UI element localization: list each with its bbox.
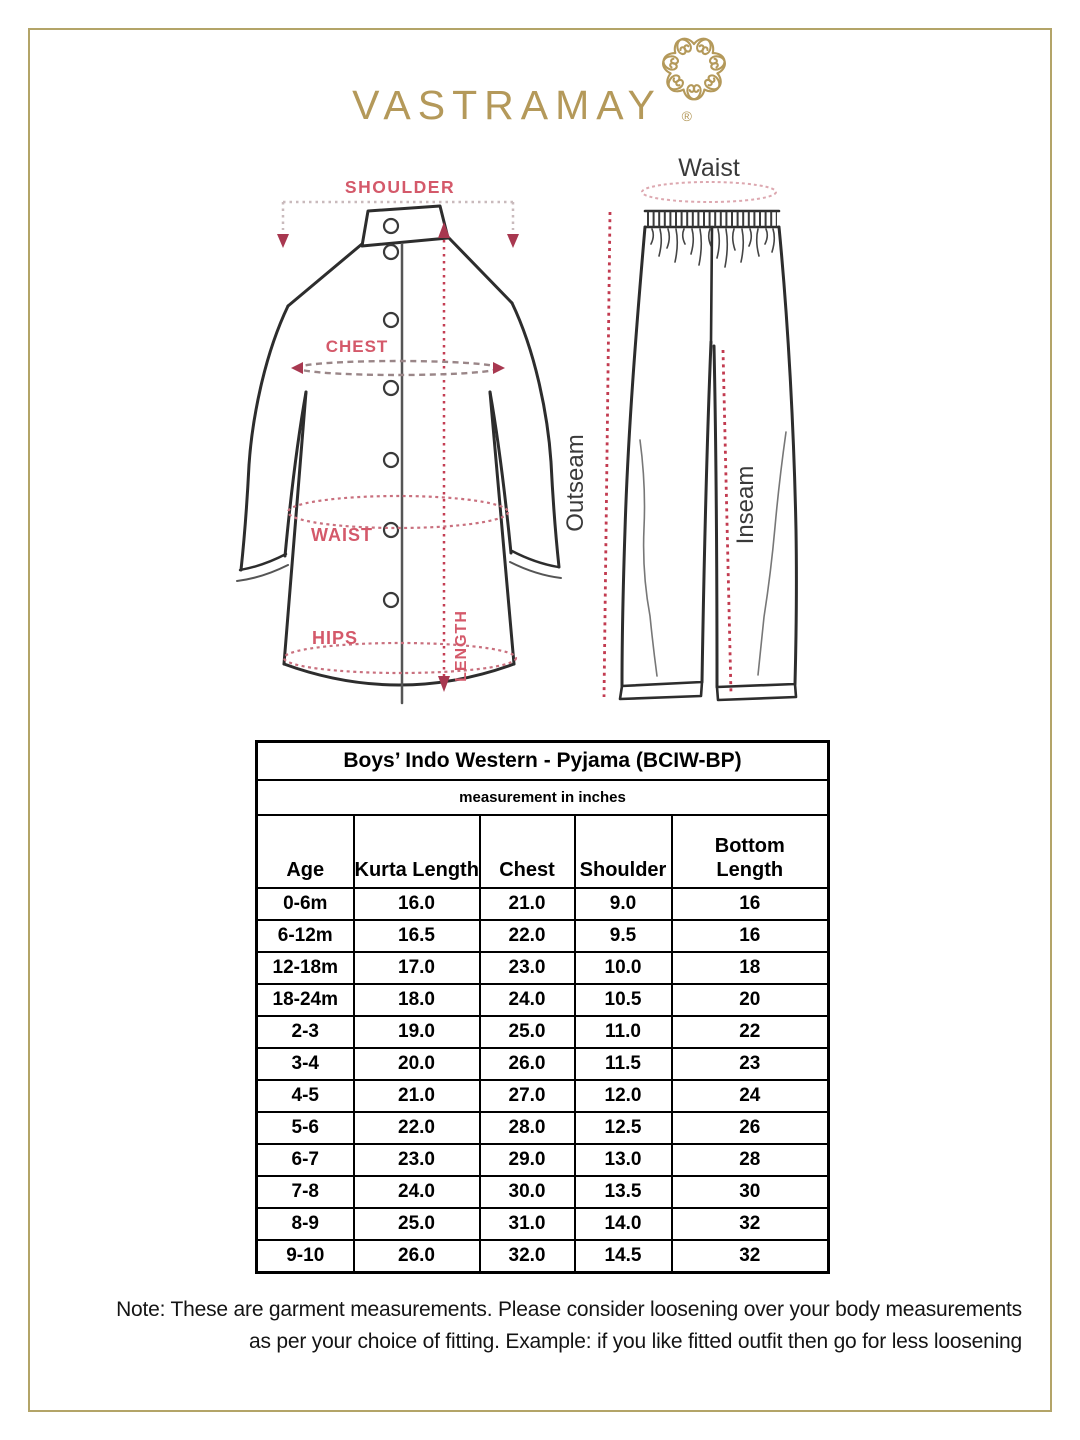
table-cell: 32.0 [480, 1240, 575, 1273]
kurta-hem [284, 664, 514, 685]
inseam-label: Inseam [732, 465, 759, 545]
table-cell: 23 [672, 1048, 829, 1080]
table-cell: 3-4 [257, 1048, 354, 1080]
table-cell: 9.5 [575, 920, 672, 952]
table-cell: 24.0 [354, 1176, 480, 1208]
hips-label: HIPS [311, 628, 359, 648]
table-cell: 13.0 [575, 1144, 672, 1176]
table-cell: 9-10 [257, 1240, 354, 1273]
size-chart-table [255, 740, 830, 1274]
table-cell: 13.5 [575, 1176, 672, 1208]
table-cell: 30 [672, 1176, 829, 1208]
table-subtitle-row [257, 780, 829, 815]
outseam-line [604, 212, 610, 697]
table-row [257, 1144, 829, 1176]
pyjama-wrinkles [640, 432, 786, 676]
column-header-kurta-length: Kurta Length [354, 815, 480, 888]
chest-line [298, 361, 498, 375]
pyjama-waist-ellipse [642, 182, 776, 202]
kurta-right-sleeve [512, 303, 559, 567]
table-cell: 6-12m [257, 920, 354, 952]
table-cell: 6-7 [257, 1144, 354, 1176]
table-cell: 10.0 [575, 952, 672, 984]
table-cell: 16 [672, 920, 829, 952]
table-row [257, 1080, 829, 1112]
note-text [40, 1294, 1022, 1358]
table-cell: 12.0 [575, 1080, 672, 1112]
table-cell: 18-24m [257, 984, 354, 1016]
table-cell: 25.0 [480, 1016, 575, 1048]
table-cell: 0-6m [257, 888, 354, 920]
table-row [257, 1112, 829, 1144]
pyjama-center-seam [711, 227, 712, 342]
kurta-left-sleeve [241, 306, 288, 570]
shoulder-arrow-right [507, 234, 519, 248]
table-row [257, 1240, 829, 1273]
table-cell: 18.0 [354, 984, 480, 1016]
chest-arrow-right [493, 362, 505, 374]
table-header-row [257, 815, 829, 888]
table-cell: 2-3 [257, 1016, 354, 1048]
table-cell: 22.0 [354, 1112, 480, 1144]
column-header-bottom-length [672, 815, 829, 888]
table-title-row [257, 742, 829, 781]
table-cell: 14.0 [575, 1208, 672, 1240]
kurta-buttons [384, 219, 398, 607]
table-cell: 7-8 [257, 1176, 354, 1208]
table-row [257, 984, 829, 1016]
chest-arrow-left [291, 362, 303, 374]
length-arrow-down [438, 676, 450, 692]
table-cell: 24.0 [480, 984, 575, 1016]
table-row [257, 1016, 829, 1048]
table-cell: 16.0 [354, 888, 480, 920]
registered-mark: ® [681, 108, 692, 124]
table-cell: 20.0 [354, 1048, 480, 1080]
pyjama-right-inner [714, 346, 717, 687]
table-cell: 19.0 [354, 1016, 480, 1048]
table-cell: 12-18m [257, 952, 354, 984]
table-cell: 10.5 [575, 984, 672, 1016]
note-line-1: Note: These are garment measurements. Please consider loosening over your body measurements [116, 1298, 1022, 1321]
pyjama-right-outer [779, 227, 796, 684]
table-cell: 23.0 [354, 1144, 480, 1176]
pyjama-left-inner [702, 342, 711, 682]
column-header-shoulder: Shoulder [575, 815, 672, 888]
table-subtitle: measurement in inches [257, 780, 829, 815]
table-cell: 18 [672, 952, 829, 984]
table-cell: 26 [672, 1112, 829, 1144]
table-cell: 21.0 [480, 888, 575, 920]
table-cell: 28.0 [480, 1112, 575, 1144]
table-cell: 17.0 [354, 952, 480, 984]
table-cell: 29.0 [480, 1144, 575, 1176]
table-cell: 32 [672, 1208, 829, 1240]
table-cell: 26.0 [354, 1240, 480, 1273]
length-label: LENGTH [453, 610, 470, 682]
kurta-diagram [237, 206, 561, 703]
kurta-shoulder-seams [288, 237, 512, 306]
waist-ellipse [288, 496, 508, 528]
table-cell: 9.0 [575, 888, 672, 920]
table-title: Boys’ Indo Western - Pyjama (BCIW-BP) [257, 742, 829, 781]
kurta-collar [362, 206, 448, 246]
table-cell: 25.0 [354, 1208, 480, 1240]
table-cell: 23.0 [480, 952, 575, 984]
table-row [257, 952, 829, 984]
brand-wordmark: VASTRAMAY [352, 82, 662, 128]
waist-label: WAIST [311, 525, 373, 545]
table-cell: 22 [672, 1016, 829, 1048]
table-row [257, 920, 829, 952]
table-row [257, 1208, 829, 1240]
pyjama-diagram [620, 211, 796, 700]
shoulder-arrow-left [277, 234, 289, 248]
table-cell: 24 [672, 1080, 829, 1112]
table-cell: 14.5 [575, 1240, 672, 1273]
table-cell: 21.0 [354, 1080, 480, 1112]
pyjama-hems [620, 682, 796, 700]
column-header-age: Age [257, 815, 354, 888]
table-row [257, 888, 829, 920]
table-cell: 12.5 [575, 1112, 672, 1144]
table-cell: 4-5 [257, 1080, 354, 1112]
length-arrow-up [438, 222, 450, 238]
table-cell: 16 [672, 888, 829, 920]
table-cell: 11.0 [575, 1016, 672, 1048]
table-cell: 22.0 [480, 920, 575, 952]
table-cell: 31.0 [480, 1208, 575, 1240]
table-cell: 32 [672, 1240, 829, 1273]
table-row [257, 1048, 829, 1080]
table-cell: 20 [672, 984, 829, 1016]
note-line-2: as per your choice of fitting. Example: if you like fitted outfit then go for less loosening [248, 1330, 1022, 1353]
table-cell: 16.5 [354, 920, 480, 952]
table-cell: 28 [672, 1144, 829, 1176]
table-cell: 8-9 [257, 1208, 354, 1240]
shoulder-label: SHOULDER [344, 177, 456, 197]
pyjama-waist-label: Waist [678, 154, 740, 182]
table-cell: 11.5 [575, 1048, 672, 1080]
table-cell: 30.0 [480, 1176, 575, 1208]
table-row [257, 1176, 829, 1208]
column-header-bottom-length-text: Bottom Length [714, 835, 785, 881]
column-header-chest: Chest [480, 815, 575, 888]
table-cell: 27.0 [480, 1080, 575, 1112]
inseam-line [723, 350, 731, 694]
outseam-label: Outseam [562, 434, 589, 532]
table-cell: 26.0 [480, 1048, 575, 1080]
table-cell: 5-6 [257, 1112, 354, 1144]
chest-label: CHEST [325, 337, 389, 356]
